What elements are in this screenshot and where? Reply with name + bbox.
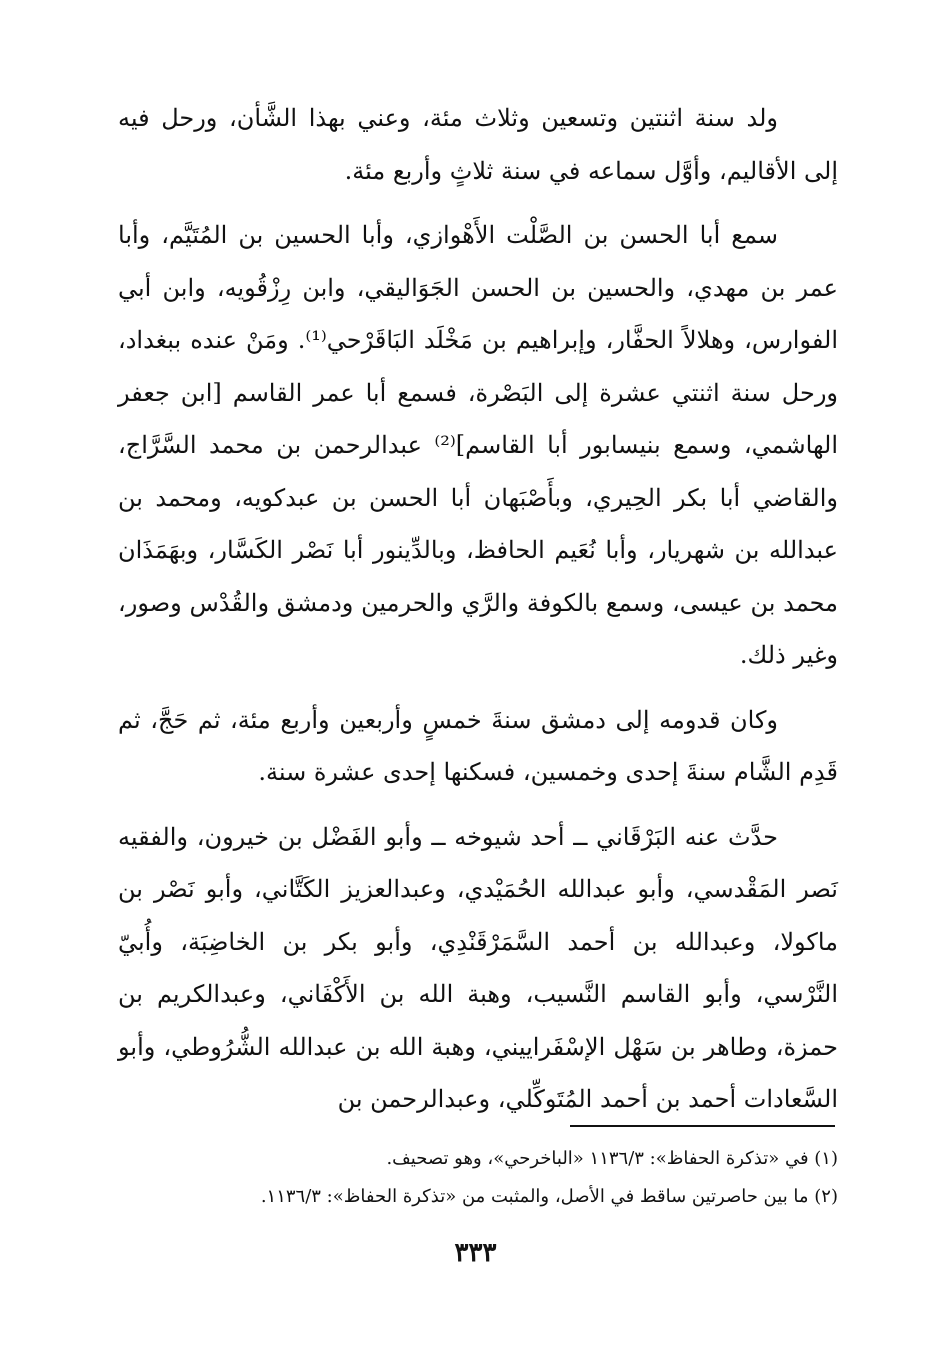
paragraph-teachers: سمع أبا الحسن بن الصَّلْت الأَهْوازي، وأبا الحسين بن المُتَيَّم، وأبا عمر بن مهدي، والحسين بن الحسن الجَوَاليقي، وابن رِزْقُويه، وابن أبي الفوارس، وهلالاً الحفَّار، وإبراهيم بن مَخْلَد البَاقَرْحي⁽¹⁾. ومَنْ عنده ببغداد، ورحل سنة اثنتي عشرة إلى البَصْرة، فسمع أبا عمر القاسم [ابن جعفر الهاشمي، وسمع بنيسابور أبا القاسم]⁽²⁾ عبدالرحمن بن محمد السَّرَّاج، والقاضي أبا بكر الحِيري، وبأَصْبَهان أبا الحسن بن عبدكويه، ومحمد بن عبدالله بن شهريار، وأبا نُعَيم الحافظ، وبالدِّينور أبا نَصْر الكَسَّار، وبهَمَذَان محمد بن عيسى، وسمع بالكوفة والرَّي والحرمين ودمشق والقُدْس وصور، وغير ذلك.	[118, 221, 838, 669]
paragraph-damascus: وكان قدومه إلى دمشق سنةَ خمسٍ وأربعين وأربع مئة، ثم حَجَّ، ثم قَدِم الشَّام سنةَ إحدى وخمسين، فسكنها إحدى عشرة سنة.	[118, 705, 838, 786]
footnote-1: (١) في «تذكرة الحفاظ»: ١١٣٦/٣ «الباخرحي»، وهو تصحيف.	[386, 1148, 838, 1169]
main-text	[118, 92, 838, 1138]
page-number: ٣٣٣	[454, 1238, 497, 1268]
paragraph-students: حدَّث عنه البَرْقَاني ــ أحد شيوخه ــ وأبو الفَضْل بن خيرون، والفقيه نَصر المَقْدسي، وأبو عبدالله الحُمَيْدي، وعبدالعزيز الكَتَّاني، وأبو نَصْر بن ماكولا، وعبدالله بن أحمد السَّمَرْقَنْدِي، وأبو بكر بن الخاضِبَة، وأُبيّ النَّرْسي، وأبو القاسم النَّسيب، وهبة الله بن الأَكْفَاني، وعبدالكريم بن حمزة، وطاهر بن سَهْل الإسْفَراييني، وهبة الله بن عبدالله الشُّرُوطي، وأبو السَّعادات أحمد بن أحمد المُتَوكِّلي، وعبدالرحمن بن	[118, 822, 838, 1113]
footnote-2: (٢) ما بين حاصرتين ساقط في الأصل، والمثبت من «تذكرة الحفاظ»: ١١٣٦/٣.	[260, 1186, 838, 1207]
paragraph-birth: ولد سنة اثنتين وتسعين وثلاث مئة، وعني بهذا الشَّأن، ورحل فيه إلى الأقاليم، وأوَّل سماعه في سنة ثلاثٍ وأربع مئة.	[118, 104, 838, 185]
footnotes	[118, 1140, 838, 1216]
footnote-divider	[570, 1125, 835, 1127]
